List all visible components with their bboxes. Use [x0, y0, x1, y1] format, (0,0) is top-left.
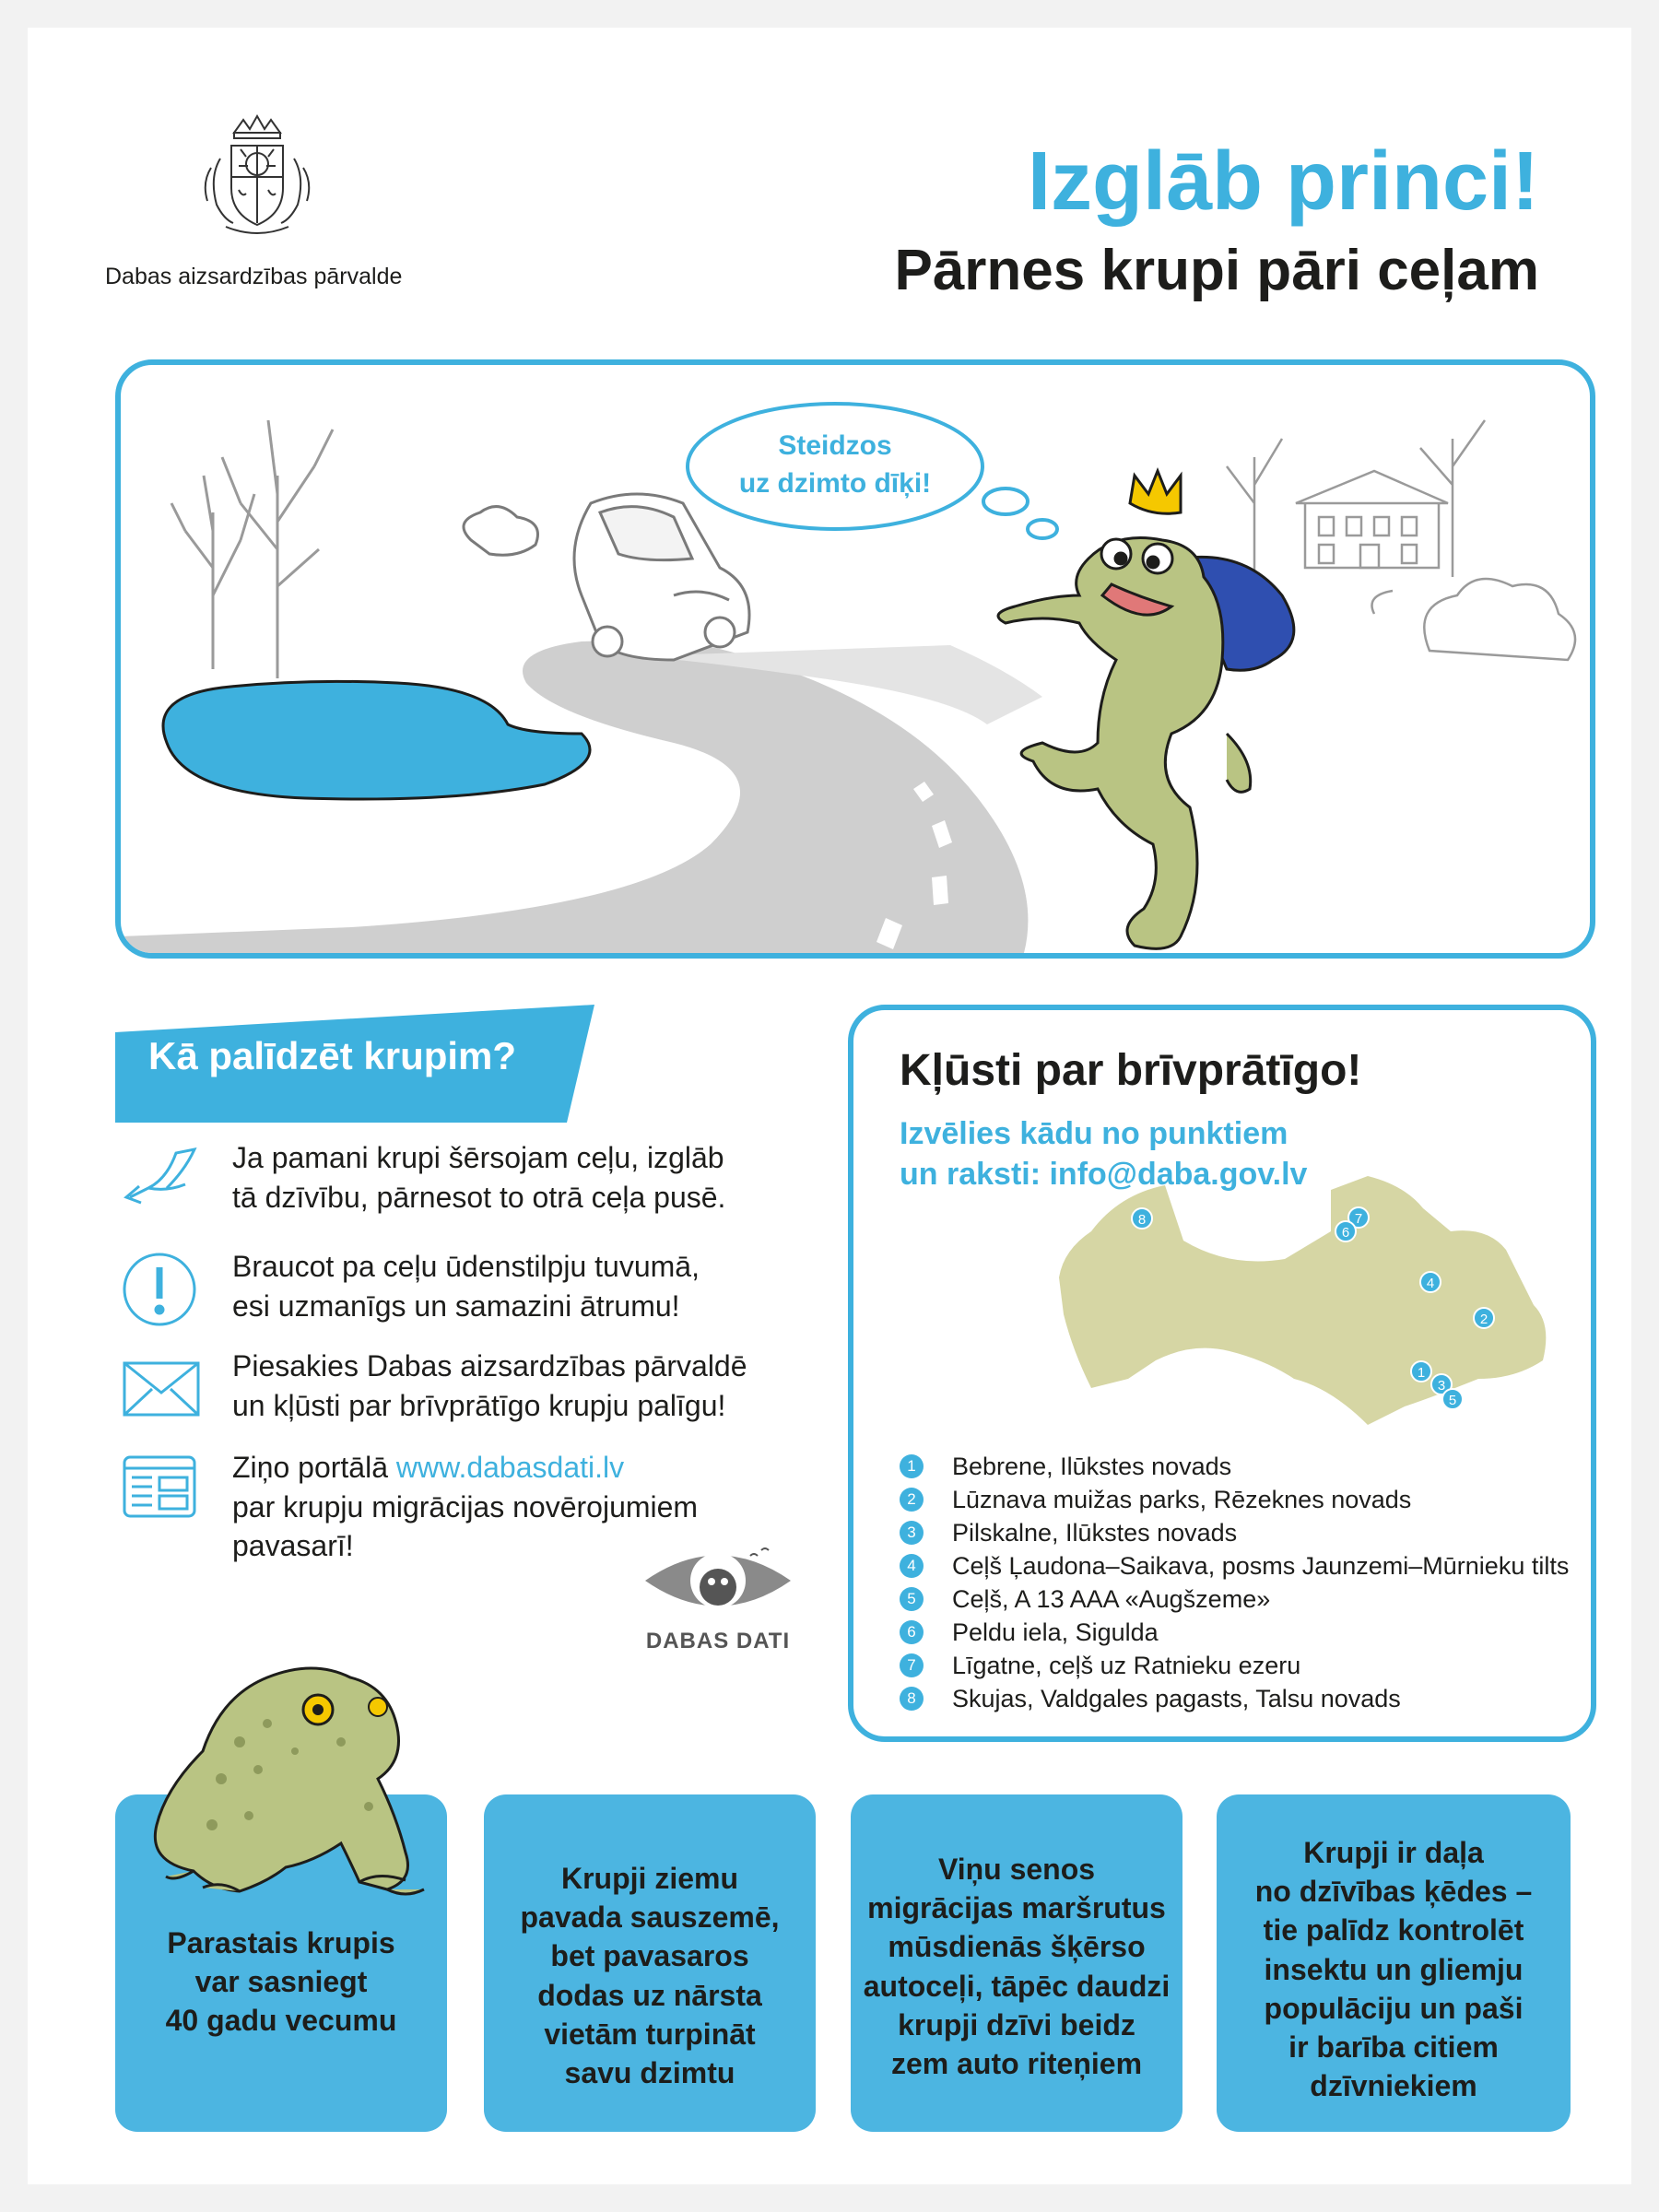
location-number: 3 — [900, 1521, 924, 1545]
svg-text:1: 1 — [1417, 1365, 1426, 1381]
speech-line: uz dzimto dīķi! — [738, 467, 932, 499]
tip-line: pavasarī! — [232, 1529, 354, 1563]
dabasdati-link[interactable]: www.dabasdati.lv — [395, 1451, 625, 1484]
help-banner — [115, 1005, 594, 1123]
location-number: 7 — [900, 1653, 924, 1677]
fact-card-food-chain — [1217, 1794, 1571, 2132]
poster — [28, 28, 1631, 2184]
page-title: Izglāb princi! — [1027, 135, 1539, 228]
volunteer-email[interactable]: un raksti: info@daba.gov.lv — [900, 1157, 1308, 1193]
svg-text:6: 6 — [1341, 1225, 1350, 1241]
tip-text — [232, 1448, 698, 1566]
envelope-icon — [121, 1350, 204, 1430]
browser-icon — [121, 1452, 204, 1531]
fact-line: bet pavasaros — [550, 1939, 749, 1973]
location-name: Skujas, Valdgales pagasts, Talsu novads — [952, 1685, 1401, 1712]
fact-line: Parastais krupis — [167, 1926, 395, 1959]
fact-line: pavada sauszemē, — [520, 1900, 780, 1935]
location-number: 4 — [900, 1554, 924, 1578]
svg-text:2: 2 — [1479, 1312, 1488, 1327]
fact-line: mūsdienās šķērso — [888, 1930, 1146, 1964]
fact-line: insektu un gliemju — [1264, 1952, 1524, 1986]
fact-line: vietām turpināt — [544, 2017, 756, 2051]
fact-line: var sasniegt — [194, 1965, 368, 1999]
tip-text — [232, 1138, 725, 1217]
fact-line: tie palīdz kontrolēt — [1263, 1913, 1524, 1947]
location-name: Pilskalne, Ilūkstes novads — [952, 1519, 1238, 1547]
location-name: Bebrene, Ilūkstes novads — [952, 1453, 1232, 1480]
location-name: Ceļš, A 13 AAA «Augšzeme» — [952, 1585, 1271, 1613]
coat-of-arms-logo — [105, 112, 409, 246]
speech-line: Steidzos — [778, 430, 892, 461]
fact-line: migrācijas maršrutus — [867, 1891, 1166, 1925]
illustration-scene — [115, 359, 1595, 959]
svg-text:8: 8 — [1137, 1212, 1147, 1228]
fact-line: Krupji ir daļa — [1303, 1836, 1484, 1869]
location-name: Peldu iela, Sigulda — [952, 1618, 1159, 1646]
fact-line: zem auto riteņiem — [890, 2047, 1143, 2081]
speech-text — [683, 428, 987, 502]
location-name: Līgatne, ceļš uz Ratnieku ezeru — [952, 1652, 1301, 1679]
page-subtitle: Pārnes krupi pāri ceļam — [894, 239, 1539, 302]
latvia-map — [1054, 1167, 1571, 1434]
volunteer-panel — [848, 1005, 1596, 1742]
map-marker-5[interactable] — [1442, 1389, 1463, 1409]
fact-line: Krupji ziemu — [560, 1862, 738, 1895]
location-number: 2 — [900, 1488, 924, 1512]
trees-left — [171, 420, 333, 678]
map-marker-1[interactable] — [1411, 1361, 1431, 1382]
fact-text — [493, 1859, 806, 2092]
svg-text:4: 4 — [1426, 1276, 1435, 1291]
dabas-dati-logo — [640, 1539, 796, 1654]
tip-line: Ja pamani krupi šērsojam ceļu, izglāb — [232, 1141, 724, 1174]
map-marker-6[interactable] — [1335, 1221, 1356, 1241]
svg-text:3: 3 — [1437, 1378, 1446, 1394]
location-number: 6 — [900, 1620, 924, 1644]
volunteer-subtitle-line: Izvēlies kādu no punktiem — [900, 1116, 1288, 1151]
location-name: Ceļš Ļaudona–Saikava, posms Jaunzemi–Mūrnieku tilts — [952, 1552, 1570, 1580]
tip-text — [232, 1347, 747, 1425]
fact-line: dodas uz nārsta — [537, 1978, 762, 2012]
fact-line: savu dzimtu — [564, 2056, 735, 2090]
toad-illustration — [129, 1641, 433, 1899]
car — [464, 494, 749, 660]
tip-line: par krupju migrācijas novērojumiem — [232, 1489, 699, 1524]
location-number: 8 — [900, 1687, 924, 1711]
org-name: Dabas aizsardzības pārvalde — [105, 264, 403, 289]
location-number: 5 — [900, 1587, 924, 1611]
fact-line: populāciju un paši — [1264, 1991, 1524, 2025]
map-marker-8[interactable] — [1132, 1208, 1152, 1229]
bird-arrow-icon — [121, 1142, 204, 1221]
fact-text — [124, 1924, 438, 2041]
tip-prefix: Ziņo portālā — [232, 1451, 396, 1484]
help-heading: Kā palīdzēt krupim? — [148, 1034, 517, 1077]
tip-line: Braucot pa ceļu ūdenstilpju tuvumā, — [232, 1250, 700, 1283]
tip-line: Piesakies Dabas aizsardzības pārvaldē — [232, 1349, 747, 1382]
warning-icon — [121, 1251, 204, 1330]
location-number: 1 — [900, 1454, 924, 1478]
location-name: Lūznava muižas parks, Rēzeknes novads — [952, 1486, 1412, 1513]
fact-line: dzīvniekiem — [1310, 2069, 1477, 2103]
tip-line: un kļūsti par brīvprātīgo krupju palīgu! — [232, 1388, 726, 1422]
fact-card-migration — [851, 1794, 1182, 2132]
fact-line: no dzīvības ķēdes – — [1254, 1875, 1533, 1909]
tip-line — [232, 1448, 698, 1488]
fact-text — [1226, 1833, 1561, 2106]
svg-text:7: 7 — [1354, 1211, 1363, 1227]
fact-line: Viņu senos — [937, 1853, 1096, 1886]
fact-line: autoceļi, tāpēc daudzi — [863, 1969, 1171, 2003]
fact-text — [860, 1850, 1173, 2083]
map-marker-2[interactable] — [1474, 1308, 1494, 1328]
fact-line: ir barība citiem — [1288, 2030, 1499, 2065]
map-marker-4[interactable] — [1420, 1272, 1441, 1292]
tip-line: esi uzmanīgs un samazini ātrumu! — [232, 1288, 680, 1323]
tip-text — [232, 1247, 700, 1325]
fact-line: krupji dzīvi beidz — [898, 2007, 1135, 2041]
tip-line: tā dzīvību, pārnesot to otrā ceļa pusē. — [232, 1180, 726, 1214]
fact-line: 40 gadu vecumu — [165, 2004, 397, 2038]
fact-card-hibernation — [484, 1794, 816, 2132]
pond — [163, 681, 590, 799]
svg-text:5: 5 — [1448, 1393, 1457, 1408]
dabas-dati-label: DABAS DATI — [645, 1629, 791, 1653]
volunteer-title: Kļūsti par brīvprātīgo! — [900, 1046, 1362, 1095]
frog-prince — [998, 471, 1294, 948]
